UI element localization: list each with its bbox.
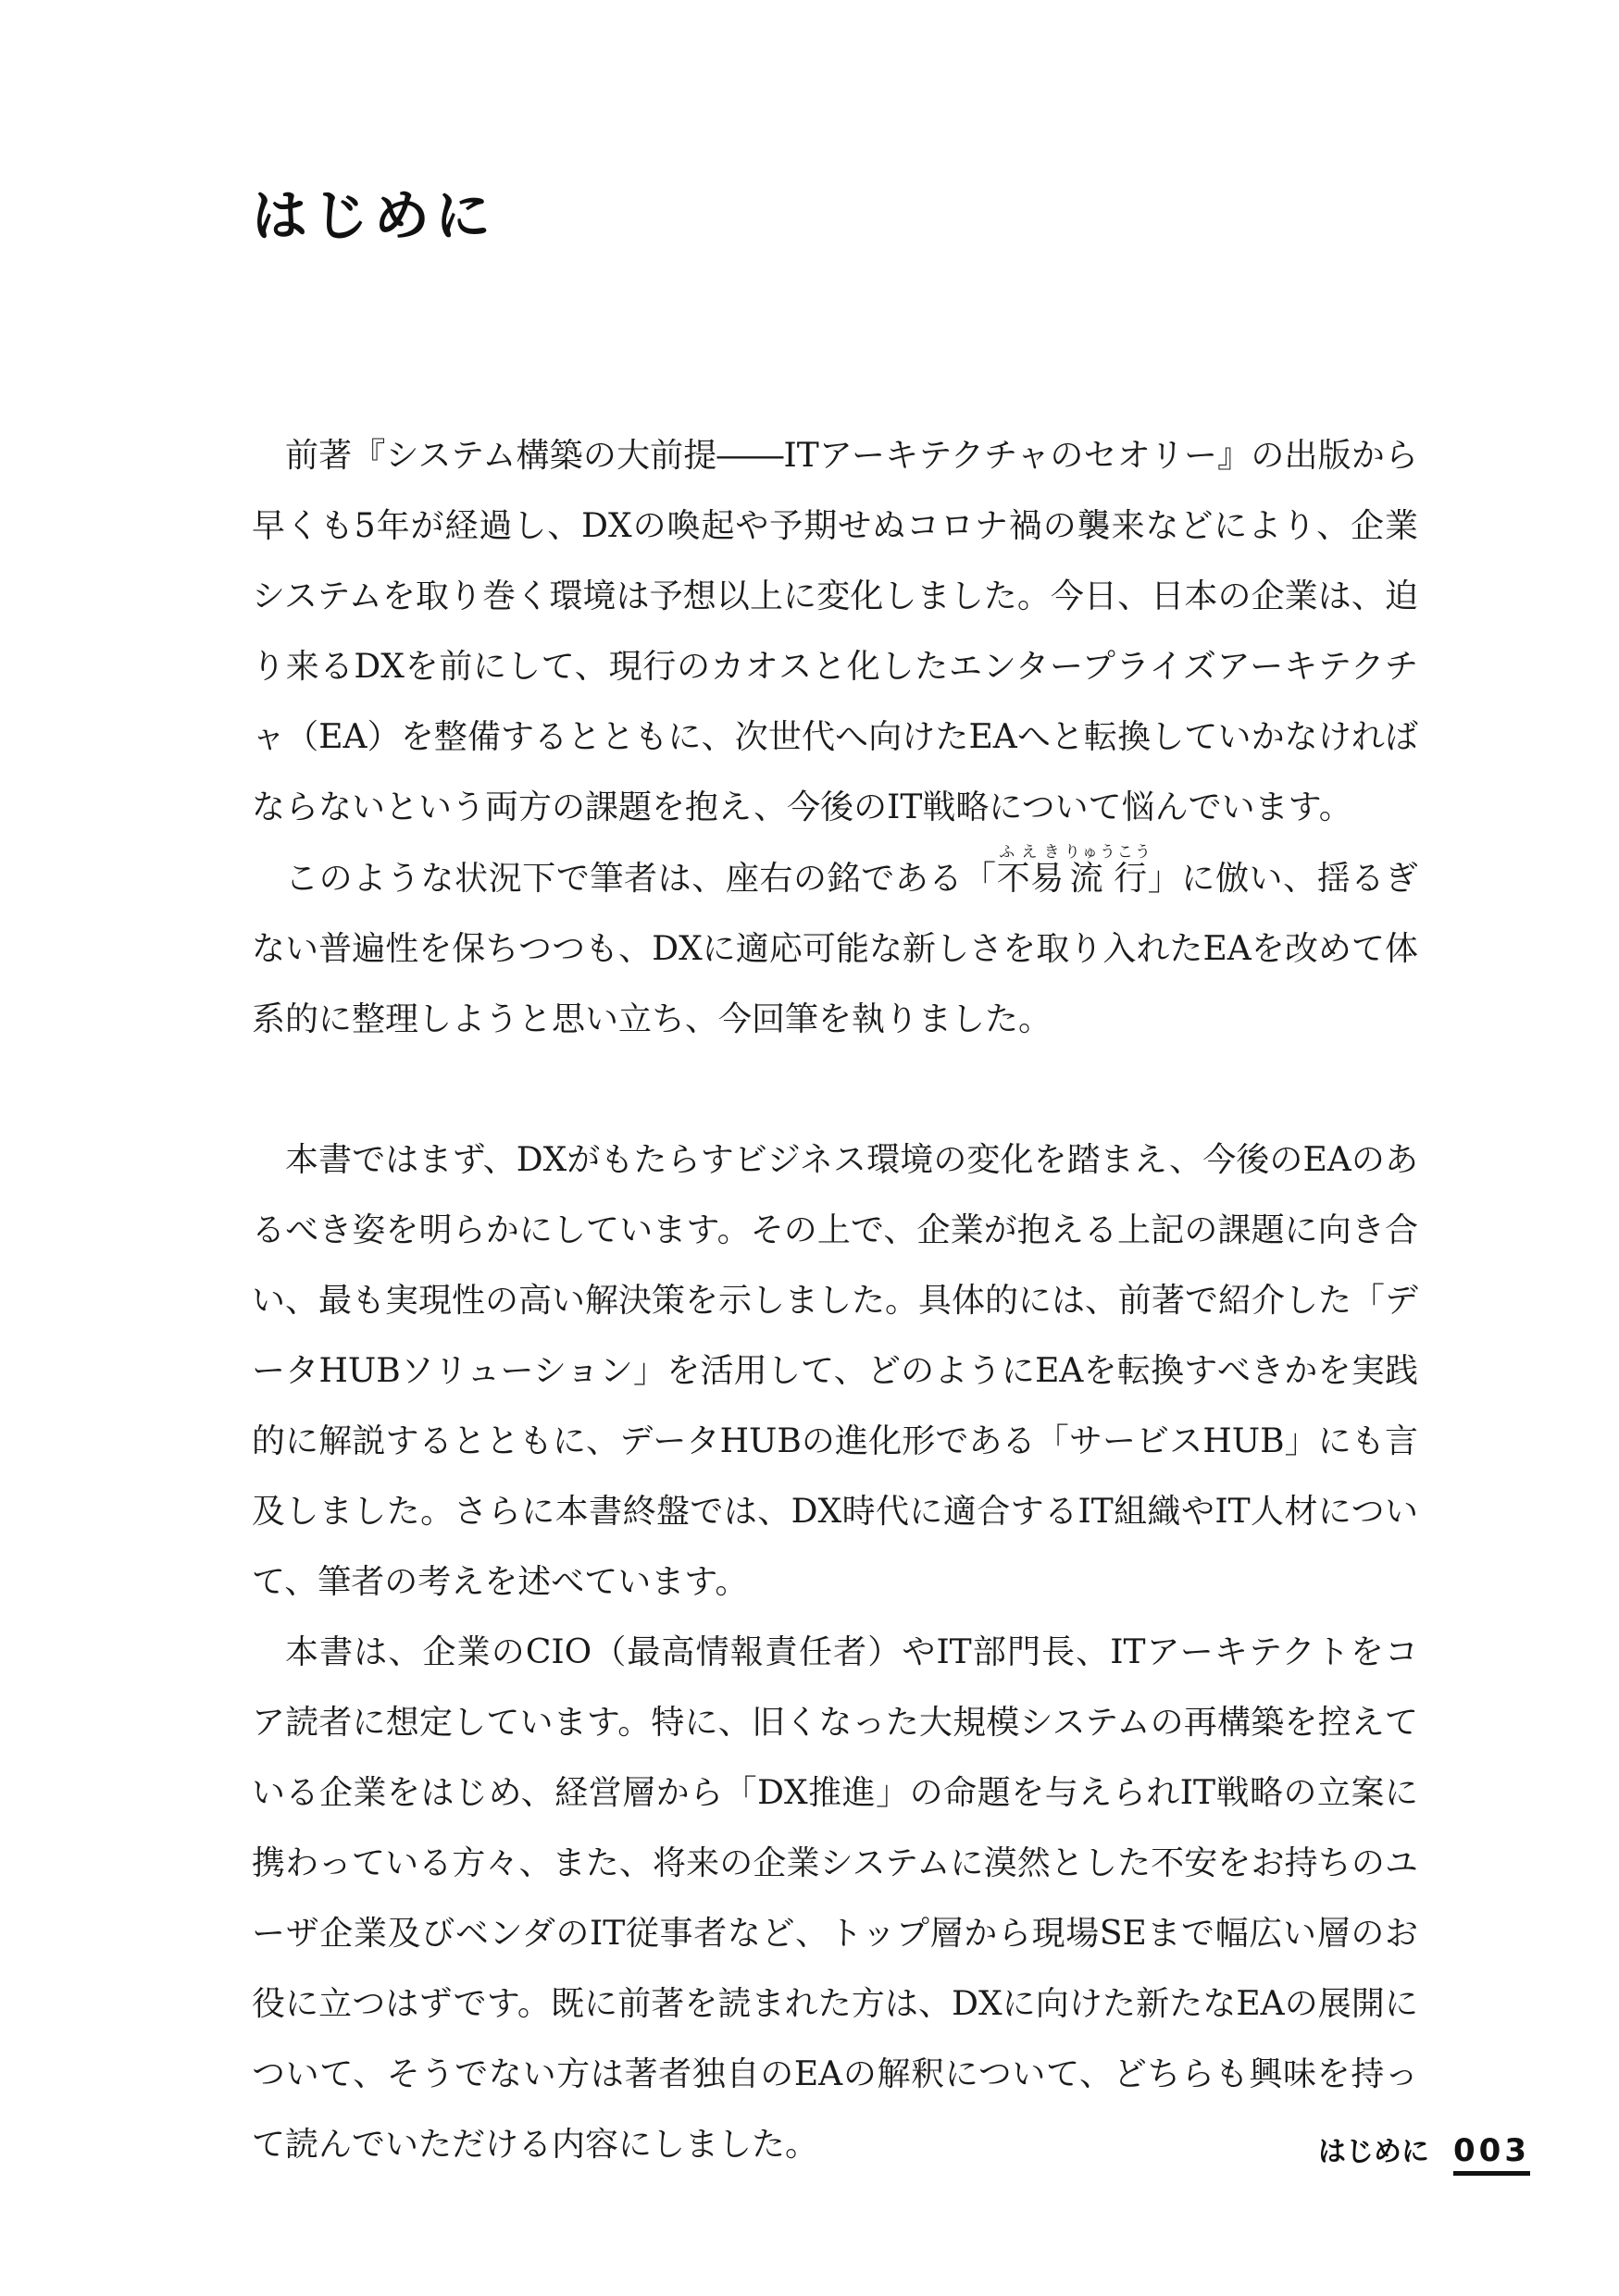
ruby-ryuukou-reading: りゅうこう [1064,843,1152,862]
body-text [252,421,1418,2180]
paragraph-2 [252,843,1418,1055]
paragraph-1: 前著『システム構築の大前提――ITアーキテクチャのセオリー』の出版から早くも5年が経過し、DXの喚起や予期せぬコロナ禍の襲来などにより、企業システムを取り巻く環境は予想以上に変化しました。今日、日本の企業は、迫り来るDXを前にして、現行のカオスと化したエンタープライズアーキテクチャ（EA）を整備するとともに、次世代へ向けたEAへと転換していかなければならないという両方の課題を抱え、今後のIT戦略について悩んでいます。 [252,437,1418,826]
page-number: 003 [1453,2132,1530,2176]
paragraph-2-before: このような状況下で筆者は、座右の銘である「 [285,860,997,898]
paragraph-2-after: 」に倣い、揺るぎない普遍性を保ちつつも、DXに適応可能な新しさを取り入れたEAを改めて体系的に整理しようと思い立ち、今回筆を執りました。 [252,860,1418,1038]
ruby-ryuukou-base: 流行 [1064,860,1152,898]
ruby-fueki-reading: ふえき [996,843,1065,862]
ruby-ryuukou [1064,843,1152,898]
page-title: はじめに [252,184,496,249]
footer-section-label: はじめに [1318,2136,1430,2168]
ruby-fueki-base: 不易 [996,860,1065,898]
paragraph-3: 本書ではまず、DXがもたらすビジネス環境の変化を踏まえ、今後のEAのあるべき姿を明らかにしています。その上で、企業が抱える上記の課題に向き合い、最も実現性の高い解決策を示しました。具体的には、前著で紹介した「データHUBソリューション」を活用して、どのようにEAを転換すべきかを実践的に解説するとともに、データHUBの進化形である「サービスHUB」にも言及しました。さらに本書終盤では、DX時代に適合するIT組織やIT人材について、筆者の考えを述べています。 [252,1141,1419,1601]
ruby-fueki [996,843,1065,898]
paragraph-4: 本書は、企業のCIO（最高情報責任者）やIT部門長、ITアーキテクトをコア読者に想定しています。特に、旧くなった大規模システムの再構築を控えている企業をはじめ、経営層から「DX推進」の命題を与えられIT戦略の立案に携わっている方々、また、将来の企業システムに漠然とした不安をお持ちのユーザ企業及びベンダのIT従事者など、トップ層から現場SEまで幅広い層のお役に立つはずです。既に前著を読まれた方は、DXに向けた新たなEAの展開について、そうでない方は著者独自のEAの解釈について、どちらも興味を持って読んでいただける内容にしました。 [252,1633,1418,2164]
page-footer [1318,2128,1530,2176]
